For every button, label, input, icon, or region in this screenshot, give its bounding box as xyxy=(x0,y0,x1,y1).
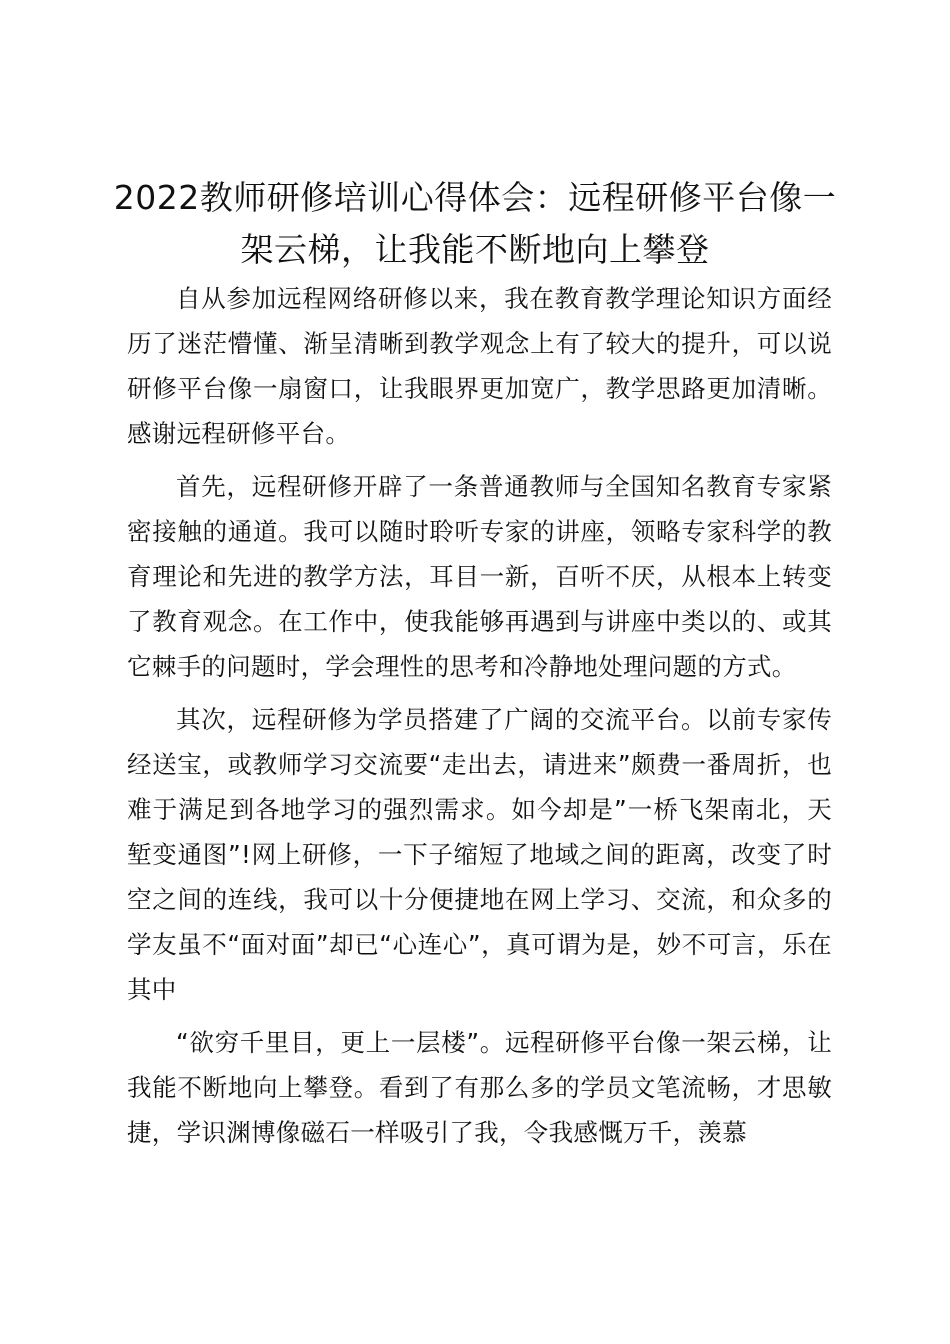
paragraph-2: 首先，远程研修开辟了一条普通教师与全国知名教育专家紧密接触的通道。我可以随时聆听专家的讲座，领略专家科学的教育理论和先进的教学方法，耳目一新，百听不厌，从根本上转变了教育观念。在工作中，使我能够再遇到与讲座中类以的、或其它棘手的问题时，学会理性的思考和冷静地处理问题的方式。 xyxy=(127,472,832,681)
paragraph-3: 其次，远程研修为学员搭建了广阔的交流平台。以前专家传经送宝，或教师学习交流要“走出去，请进来”颇费一番周折，也难于满足到各地学习的强烈需求。如今却是”一桥飞架南北，天堑变通图”!网上研修，一下子缩短了地域之间的距离，改变了时空之间的连线，我可以十分便捷地在网上学习、交流，和众多的学友虽不“面对面”却已“心连心”，真可谓为是，妙不可言，乐在其中 xyxy=(127,705,832,1004)
document-body xyxy=(127,276,832,1163)
paragraph-1: 自从参加远程网络研修以来，我在教育教学理论知识方面经历了迷茫懵懂、渐呈清晰到教学观念上有了较大的提升，可以说研修平台像一扇窗口，让我眼界更加宽广，教学思路更加清晰。感谢远程研修平台。 xyxy=(127,284,832,448)
document-title: 2022教师研修培训心得体会：远程研修平台像一架云梯，让我能不断地向上攀登 xyxy=(113,178,837,269)
paragraph-4: “欲穷千里目，更上一层楼”。远程研修平台像一架云梯，让我能不断地向上攀登。看到了有那么多的学员文笔流畅，才思敏捷，学识渊博像磁石一样吸引了我，令我感慨万千，羡慕 xyxy=(127,1028,832,1147)
